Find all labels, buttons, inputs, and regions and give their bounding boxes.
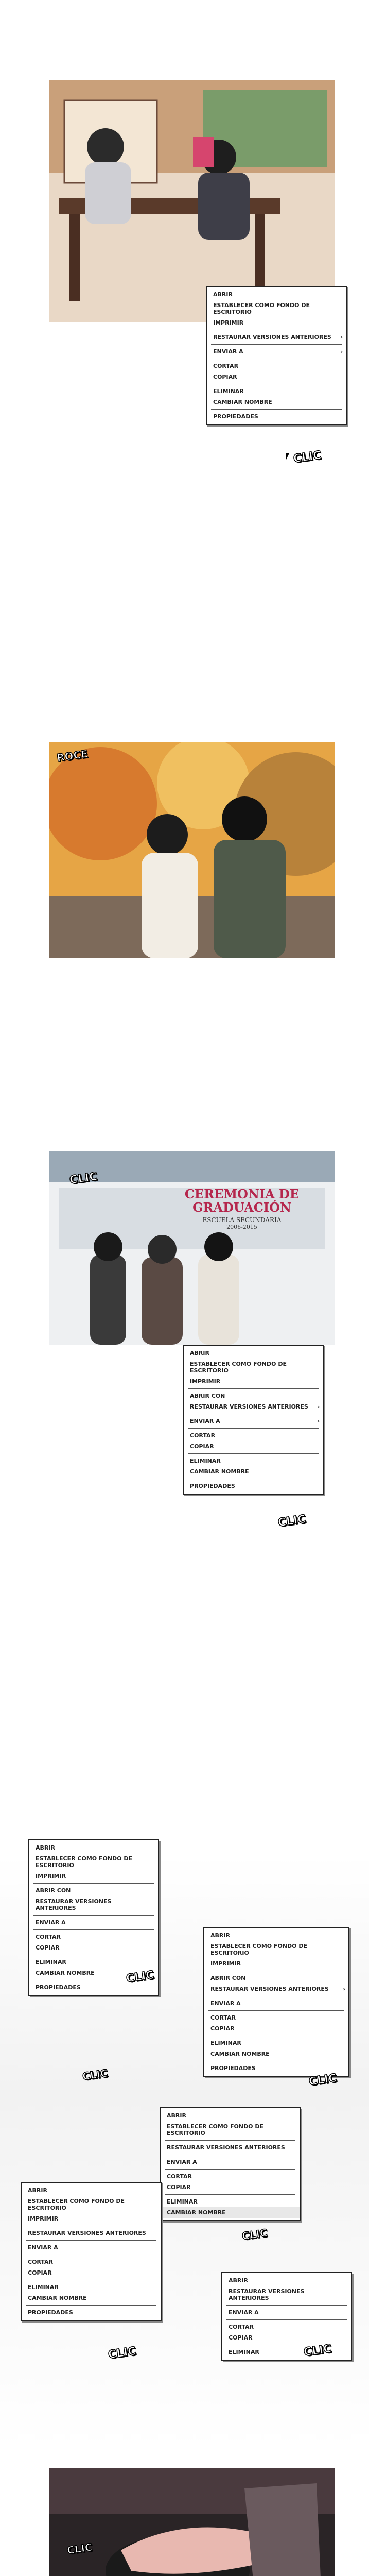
menu-open[interactable]: ABRIR xyxy=(190,1350,209,1357)
sfx-click: CLIC xyxy=(107,2345,137,2362)
hand-mouse-illustration xyxy=(49,2468,335,2576)
menu-divider xyxy=(208,2010,344,2011)
menu-copy[interactable]: COPIAR xyxy=(213,374,237,380)
menu-copy[interactable]: COPIAR xyxy=(210,2025,235,2032)
mouse-cursor-icon xyxy=(286,453,289,461)
sfx-click: CLIC xyxy=(125,1969,155,1986)
panel-autumn xyxy=(49,742,335,958)
menu-open-with[interactable]: ABRIR CON xyxy=(36,1887,71,1894)
menu-copy[interactable]: COPIAR xyxy=(28,2269,52,2276)
menu-rename[interactable]: CAMBIAR NOMBRE xyxy=(190,1468,249,1475)
menu-copy[interactable]: COPIAR xyxy=(36,1944,60,1951)
menu-open[interactable]: ABRIR xyxy=(229,2277,248,2284)
menu-send-to-label: ENVIAR A xyxy=(190,1418,220,1425)
menu-delete[interactable]: ELIMINAR xyxy=(36,1959,66,1965)
menu-print[interactable]: IMPRIMIR xyxy=(210,1960,241,1967)
menu-cut[interactable]: CORTAR xyxy=(190,1432,216,1439)
menu-properties[interactable]: PROPIEDADES xyxy=(210,2065,256,2072)
menu-open[interactable]: ABRIR xyxy=(36,1844,55,1851)
graduation-banner xyxy=(178,1188,306,1230)
menu-restore[interactable] xyxy=(204,1984,348,1994)
menu-open[interactable]: ABRIR xyxy=(167,2112,186,2119)
sfx-click: CLIC xyxy=(303,2342,332,2359)
menu-send-to[interactable]: ENVIAR A xyxy=(229,2309,259,2316)
menu-open-with[interactable]: ABRIR CON xyxy=(210,1975,246,1981)
sfx-click: CLIC xyxy=(241,2226,268,2243)
context-menu-5 xyxy=(160,2107,301,2221)
menu-divider xyxy=(33,1883,154,1884)
menu-restore[interactable] xyxy=(207,332,346,343)
sfx-rustle: ROCE xyxy=(56,747,89,765)
menu-delete[interactable]: ELIMINAR xyxy=(167,2198,198,2205)
menu-send-to[interactable]: ENVIAR A xyxy=(210,2000,241,2007)
submenu-arrow-icon: › xyxy=(317,1418,320,1425)
menu-restore-label: RESTAURAR VERSIONES ANTERIORES xyxy=(190,1403,308,1410)
sfx-click: CLIC xyxy=(81,2066,109,2083)
submenu-arrow-icon: › xyxy=(340,348,343,355)
menu-properties[interactable]: PROPIEDADES xyxy=(36,1984,81,1991)
menu-divider xyxy=(188,1453,319,1454)
menu-restore[interactable]: RESTAURAR VERSIONES ANTERIORES xyxy=(229,2288,305,2301)
menu-set-wallpaper[interactable]: ESTABLECER COMO FONDO DE ESCRITORIO xyxy=(28,2198,125,2211)
menu-restore[interactable] xyxy=(184,1401,323,1412)
menu-divider xyxy=(165,2169,295,2170)
menu-print[interactable]: IMPRIMIR xyxy=(28,2215,59,2222)
menu-print[interactable]: IMPRIMIR xyxy=(190,1378,221,1385)
menu-send-to[interactable] xyxy=(184,1416,323,1427)
menu-delete[interactable]: ELIMINAR xyxy=(229,2349,259,2355)
menu-cut[interactable]: CORTAR xyxy=(28,2259,54,2265)
menu-properties[interactable]: PROPIEDADES xyxy=(190,1483,235,1489)
context-menu-2 xyxy=(183,1345,324,1495)
menu-divider xyxy=(33,1929,154,1930)
menu-set-wallpaper[interactable]: ESTABLECER COMO FONDO DE ESCRITORIO xyxy=(210,1943,307,1956)
menu-send-to[interactable]: ENVIAR A xyxy=(28,2244,58,2251)
sfx-click: CLIC xyxy=(277,1513,307,1530)
menu-set-wallpaper[interactable]: ESTABLECER COMO FONDO DE ESCRITORIO xyxy=(190,1361,287,1374)
menu-set-wallpaper[interactable]: ESTABLECER COMO FONDO DE ESCRITORIO xyxy=(213,302,310,315)
menu-restore[interactable]: RESTAURAR VERSIONES ANTERIORES xyxy=(167,2144,285,2151)
menu-send-to[interactable]: ENVIAR A xyxy=(36,1919,66,1926)
menu-divider xyxy=(33,1915,154,1916)
menu-divider xyxy=(188,1388,319,1389)
menu-rename[interactable]: CAMBIAR NOMBRE xyxy=(161,2207,300,2218)
menu-send-to[interactable]: ENVIAR A xyxy=(167,2159,197,2165)
banner-subtitle: ESCUELA SECUNDARIA xyxy=(202,1216,282,1224)
menu-divider xyxy=(226,2319,347,2320)
menu-open-with[interactable]: ABRIR CON xyxy=(190,1393,225,1399)
menu-rename[interactable]: CAMBIAR NOMBRE xyxy=(213,399,272,405)
menu-print[interactable]: IMPRIMIR xyxy=(36,1873,66,1879)
menu-divider xyxy=(26,2240,156,2241)
menu-print[interactable]: IMPRIMIR xyxy=(213,319,244,326)
menu-delete[interactable]: ELIMINAR xyxy=(210,2040,241,2046)
menu-restore[interactable]: RESTAURAR VERSIONES ANTERIORES xyxy=(28,2230,146,2236)
autumn-illustration xyxy=(49,742,335,958)
menu-copy[interactable]: COPIAR xyxy=(190,1443,214,1450)
sfx-click: CLIC xyxy=(308,2072,338,2089)
menu-divider xyxy=(211,409,342,410)
menu-cut[interactable]: CORTAR xyxy=(213,363,239,369)
menu-delete[interactable]: ELIMINAR xyxy=(190,1458,221,1464)
menu-cut[interactable]: CORTAR xyxy=(167,2173,192,2180)
menu-divider xyxy=(165,2140,295,2141)
sfx-click: CLIC xyxy=(292,449,322,466)
context-menu-6 xyxy=(21,2182,162,2321)
menu-properties[interactable]: PROPIEDADES xyxy=(213,413,258,420)
menu-restore-label: RESTAURAR VERSIONES ANTERIORES xyxy=(210,1986,329,1992)
menu-restore[interactable]: RESTAURAR VERSIONES ANTERIORES xyxy=(36,1898,112,1911)
submenu-arrow-icon: › xyxy=(317,1403,320,1410)
menu-cut[interactable]: CORTAR xyxy=(210,2014,236,2021)
sfx-click: CLIC xyxy=(66,2540,93,2557)
menu-send-to[interactable] xyxy=(207,346,346,357)
menu-divider xyxy=(211,344,342,345)
menu-properties[interactable]: PROPIEDADES xyxy=(28,2309,73,2316)
panel-hand-mouse xyxy=(49,2468,335,2576)
menu-divider xyxy=(188,1428,319,1429)
menu-divider xyxy=(26,2305,156,2306)
menu-cut[interactable]: CORTAR xyxy=(229,2324,254,2330)
menu-open[interactable]: ABRIR xyxy=(210,1932,230,1939)
menu-open[interactable]: ABRIR xyxy=(213,291,233,298)
submenu-arrow-icon: › xyxy=(340,334,343,341)
menu-rename[interactable]: CAMBIAR NOMBRE xyxy=(36,1970,95,1976)
menu-open[interactable]: ABRIR xyxy=(28,2187,47,2194)
menu-delete[interactable]: ELIMINAR xyxy=(213,388,244,395)
menu-delete[interactable]: ELIMINAR xyxy=(28,2284,59,2291)
context-menu-1 xyxy=(206,286,347,425)
menu-copy[interactable]: COPIAR xyxy=(229,2334,253,2341)
menu-restore-label: RESTAURAR VERSIONES ANTERIORES xyxy=(213,334,331,341)
menu-copy[interactable]: COPIAR xyxy=(167,2184,191,2191)
menu-set-wallpaper[interactable]: ESTABLECER COMO FONDO DE ESCRITORIO xyxy=(167,2123,263,2137)
context-menu-4 xyxy=(203,1927,349,2077)
submenu-arrow-icon: › xyxy=(343,1986,345,1992)
banner-title: CEREMONIA DE GRADUACIÓN xyxy=(184,1187,300,1215)
menu-divider xyxy=(165,2194,295,2195)
context-menu-7 xyxy=(221,2272,352,2361)
sfx-click: CLIC xyxy=(68,1170,98,1187)
menu-divider xyxy=(226,2305,347,2306)
banner-years: 2006-2015 xyxy=(226,1224,257,1230)
menu-set-wallpaper[interactable]: ESTABLECER COMO FONDO DE ESCRITORIO xyxy=(36,1855,132,1869)
menu-cut[interactable]: CORTAR xyxy=(36,1934,61,1940)
menu-rename[interactable]: CAMBIAR NOMBRE xyxy=(210,2050,270,2057)
menu-rename[interactable]: CAMBIAR NOMBRE xyxy=(28,2295,87,2301)
menu-send-to-label: ENVIAR A xyxy=(213,348,243,355)
